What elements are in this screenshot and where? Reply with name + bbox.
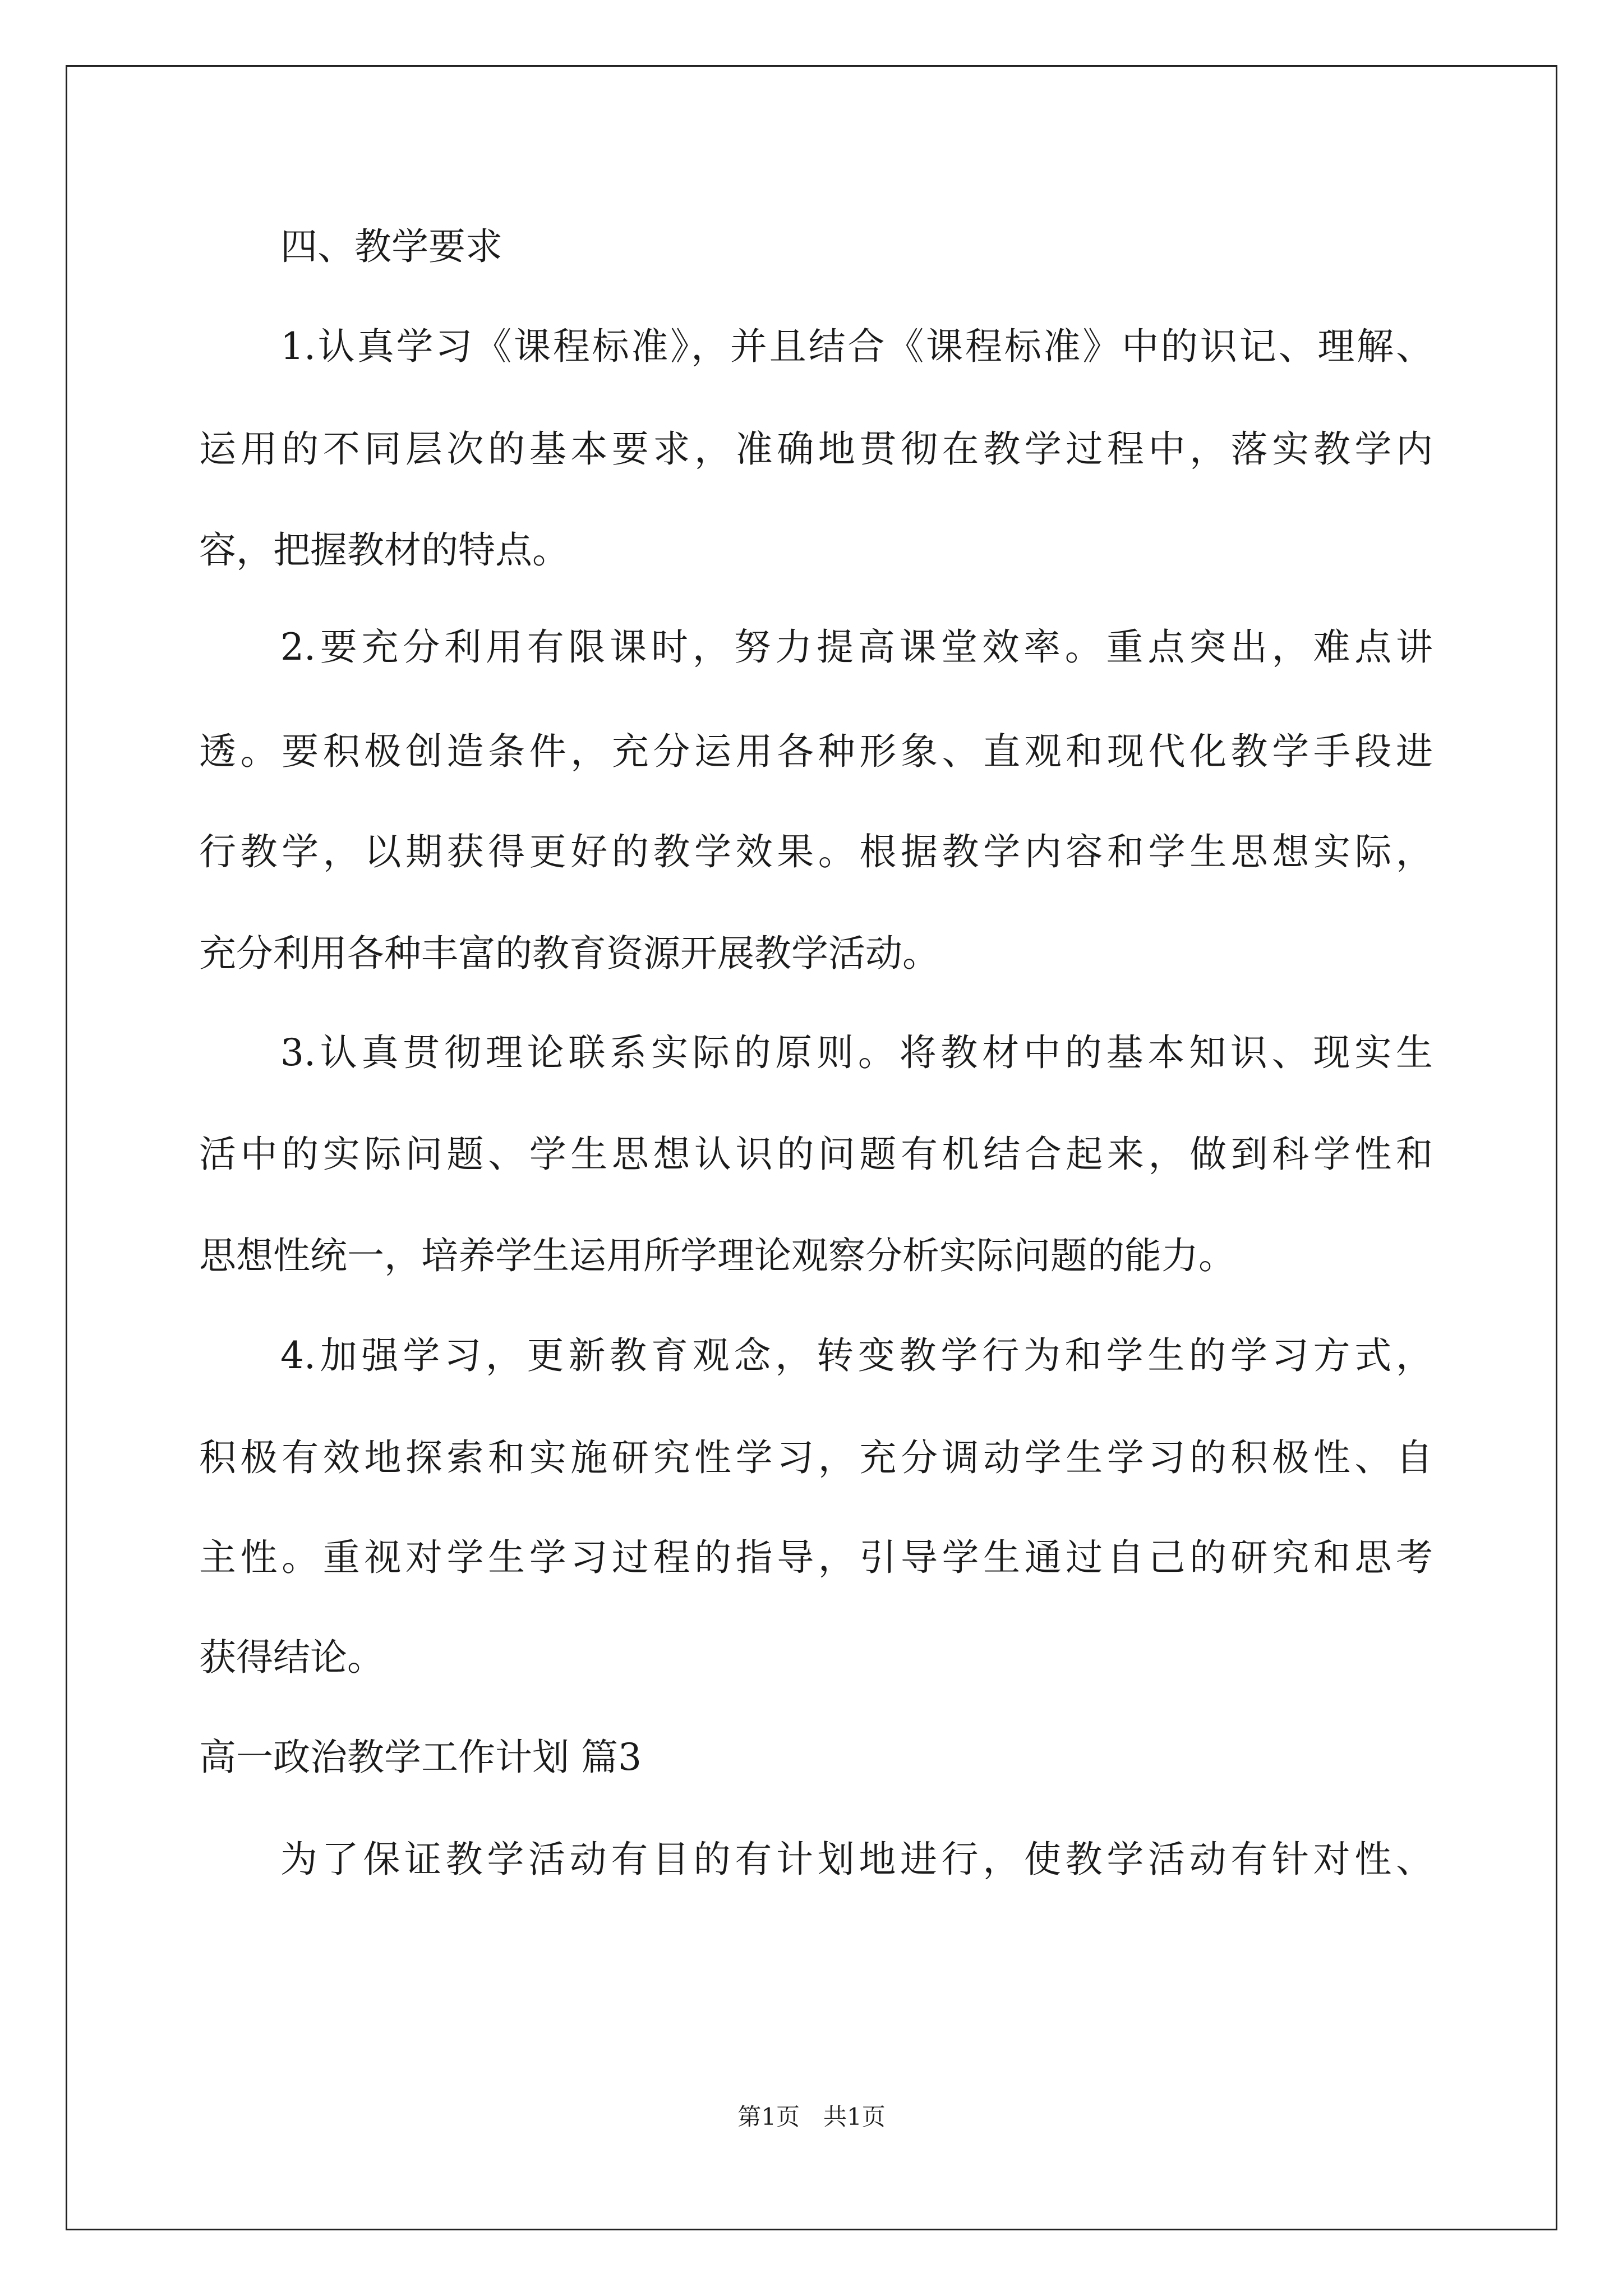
paragraph-line: 积极有效地探索和实施研究性学习，充分调动学生学习的积极性、自 (199, 1436, 1433, 1479)
paragraph-line: 行教学，以期获得更好的教学效果。根据教学内容和学生思想实际， (199, 830, 1433, 873)
paragraph-line: 透。要积极创造条件，充分运用各种形象、直观和现代化教学手段进 (199, 730, 1433, 773)
paragraph-line: 3.认真贯彻理论联系实际的原则。将教材中的基本知识、现实生 (280, 1031, 1433, 1074)
paragraph-line: 2.要充分利用有限课时，努力提高课堂效率。重点突出，难点讲 (280, 625, 1433, 669)
paragraph-line: 主性。重视对学生学习过程的指导，引导学生通过自己的研究和思考 (199, 1536, 1433, 1579)
page-footer: 第1页 共1页 (737, 2103, 886, 2131)
paragraph-line: 活中的实际问题、学生思想认识的问题有机结合起来，做到科学性和 (199, 1133, 1433, 1176)
paragraph-line: 为了保证教学活动有目的有计划地进行，使教学活动有针对性、 (280, 1838, 1433, 1881)
paragraph-line: 获得结论。 (199, 1636, 384, 1679)
section-title: 高一政治教学工作计划 篇3 (199, 1736, 642, 1779)
paragraph-line: 容，把握教材的特点。 (199, 528, 569, 572)
paragraph-line: 1.认真学习《课程标准》，并且结合《课程标准》中的识记、理解、 (280, 325, 1433, 368)
paragraph-line: 思想性统一，培养学生运用所学理论观察分析实际问题的能力。 (199, 1234, 1235, 1277)
paragraph-line: 充分利用各种丰富的教育资源开展教学活动。 (199, 932, 939, 975)
paragraph-line: 4.加强学习，更新教育观念，转变教学行为和学生的学习方式， (280, 1334, 1433, 1377)
paragraph-line: 运用的不同层次的基本要求，准确地贯彻在教学过程中，落实教学内 (199, 427, 1433, 471)
section-heading: 四、教学要求 (280, 225, 502, 268)
